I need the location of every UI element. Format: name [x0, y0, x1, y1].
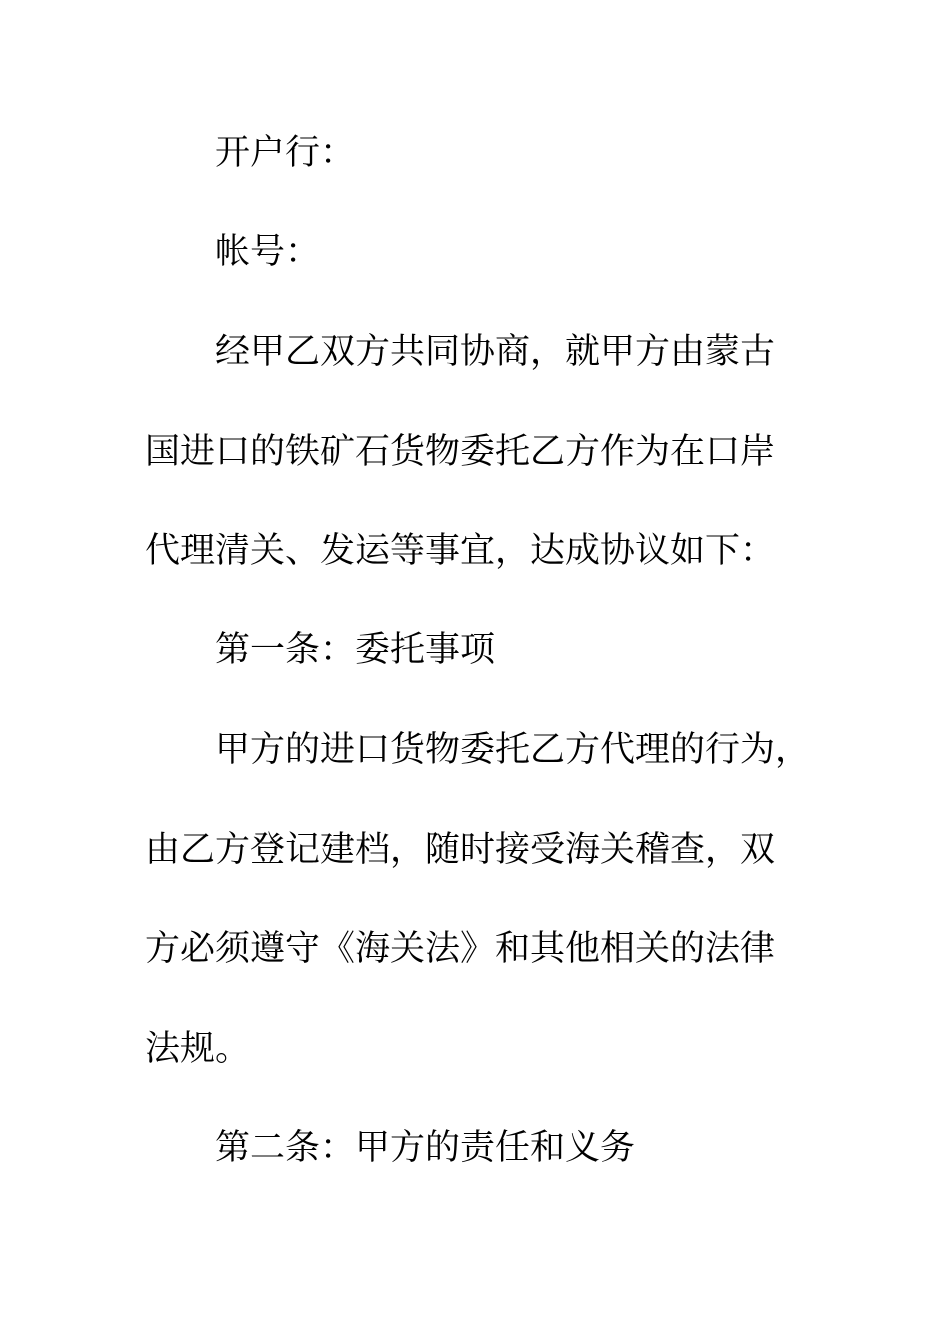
paragraph-line: 国进口的铁矿石货物委托乙方作为在口岸 [145, 432, 776, 472]
paragraph-line: 方必须遵守《海关法》和其他相关的法律 [145, 929, 776, 969]
paragraph-line: 甲方的进口货物委托乙方代理的行为， [215, 730, 811, 770]
paragraph-line: 代理清关、发运等事宜，达成协议如下： [145, 531, 776, 571]
article-heading: 第二条：甲方的责任和义务 [215, 1128, 636, 1168]
bank-label: 开户行： [215, 133, 356, 173]
article-heading: 第一条：委托事项 [215, 630, 496, 670]
paragraph-line: 经甲乙双方共同协商，就甲方由蒙古 [215, 332, 776, 372]
paragraph-line: 由乙方登记建档，随时接受海关稽查，双 [145, 830, 776, 870]
paragraph-line: 法规。 [145, 1029, 251, 1069]
account-label: 帐号： [215, 232, 321, 272]
